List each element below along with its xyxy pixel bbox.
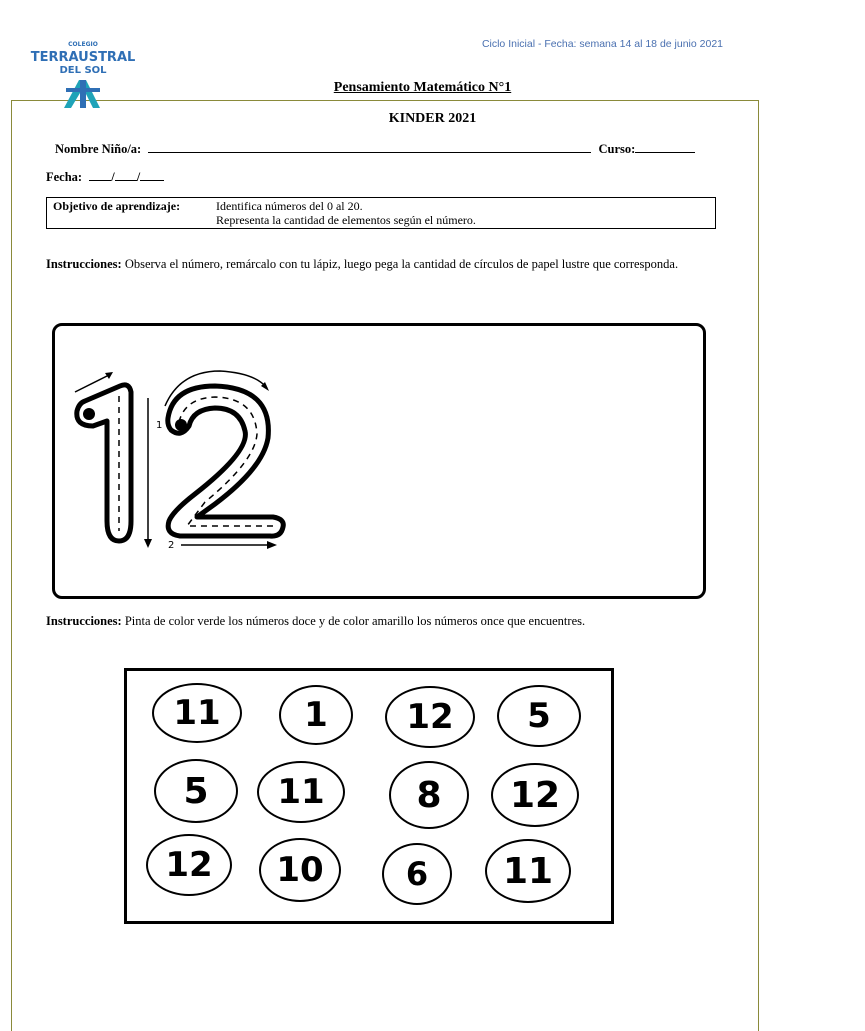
date-sep-2: / <box>136 170 141 184</box>
objective-label: Objetivo de aprendizaje: <box>53 199 181 213</box>
course-label: Curso: <box>598 142 636 156</box>
school-logo <box>30 38 136 110</box>
number-circle[interactable]: 8 <box>389 761 469 829</box>
name-line[interactable] <box>148 152 591 153</box>
logo-sub-text: DEL SOL <box>59 65 107 76</box>
date-month-line[interactable] <box>115 180 137 181</box>
number-circle[interactable]: 5 <box>154 759 238 823</box>
number-circle[interactable]: 12 <box>146 834 232 896</box>
objective-text <box>216 199 476 227</box>
instruction-1 <box>46 255 722 273</box>
tracing-number-12[interactable] <box>55 326 703 596</box>
number-circle[interactable]: 11 <box>152 683 242 743</box>
objective-box <box>46 197 716 229</box>
objective-line-1: Identifica números del 0 al 20. <box>216 199 363 213</box>
number-circle[interactable]: 11 <box>485 839 571 903</box>
trace-digit-one <box>75 372 162 548</box>
logo-main-text: TERRAUSTRAL <box>30 50 136 65</box>
tracing-area[interactable] <box>52 323 706 599</box>
page-subtitle: KINDER 2021 <box>388 111 477 126</box>
trace-digit-two <box>165 371 283 551</box>
instruction-2 <box>46 612 722 630</box>
instruction-1-text: Observa el número, remárcalo con tu lápiz, luego pega la cantidad de círculos de papel lustre que corresponda. <box>121 257 679 271</box>
number-circle[interactable]: 12 <box>385 686 475 748</box>
number-circle[interactable]: 10 <box>259 838 341 902</box>
course-line[interactable] <box>635 152 695 153</box>
date-field-row <box>46 170 164 185</box>
page-title: Pensamiento Matemático N°1 <box>333 80 512 95</box>
name-field-row <box>55 142 695 157</box>
date-note: Ciclo Inicial - Fecha: semana 14 al 18 de junio 2021 <box>481 38 723 50</box>
number-circles-area <box>124 668 614 924</box>
instruction-1-label: Instrucciones: <box>46 257 122 271</box>
name-label: Nombre Niño/a: <box>55 142 142 156</box>
number-circle[interactable]: 6 <box>382 843 452 905</box>
date-label: Fecha: <box>46 170 83 184</box>
stroke-label-2: 2 <box>168 540 175 551</box>
number-circle[interactable]: 1 <box>279 685 353 745</box>
logo-top-text: COLEGIO <box>68 41 98 48</box>
objective-line-2: Representa la cantidad de elementos según el número. <box>216 213 476 227</box>
number-circle[interactable]: 12 <box>491 763 579 827</box>
instruction-2-label: Instrucciones: <box>46 614 122 628</box>
date-sep-1: / <box>111 170 115 184</box>
number-circle[interactable]: 11 <box>257 761 345 823</box>
number-circle[interactable]: 5 <box>497 685 581 747</box>
instruction-2-text: Pinta de color verde los números doce y de color amarillo los números once que encuentres. <box>121 614 586 628</box>
date-year-line[interactable] <box>140 180 164 181</box>
stroke-label-1: 1 <box>156 420 163 431</box>
date-day-line[interactable] <box>89 180 111 181</box>
